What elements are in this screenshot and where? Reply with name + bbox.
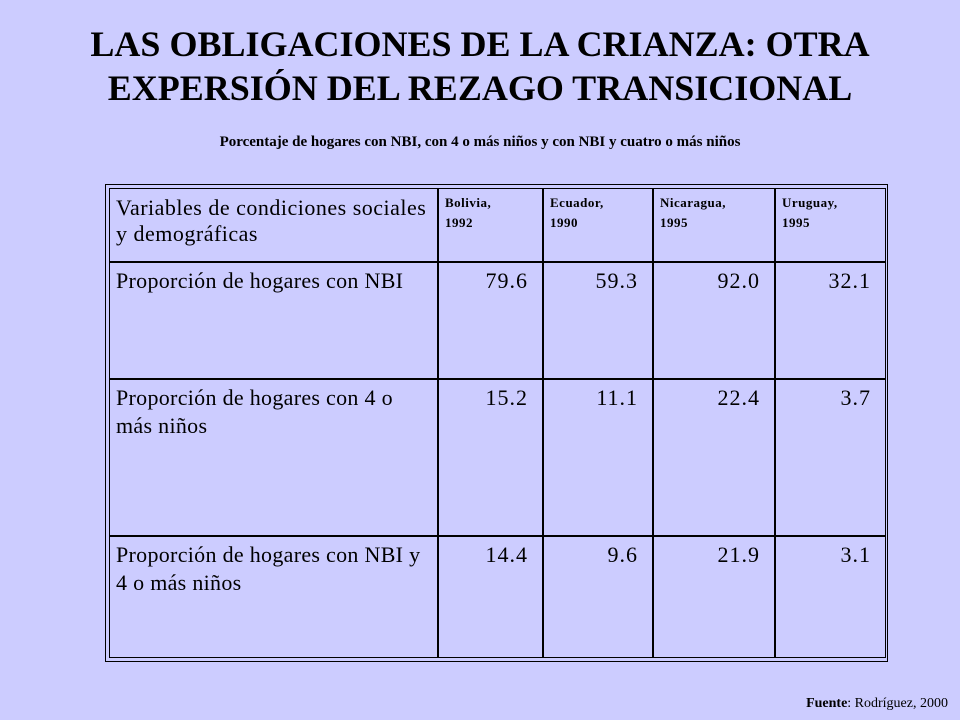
table-header-row: [109, 188, 886, 262]
cell-value: 32.1: [775, 262, 886, 379]
cell-value: 3.1: [775, 536, 886, 658]
cell-value: 22.4: [653, 379, 775, 536]
source-note: [806, 696, 948, 712]
cell-value: 9.6: [543, 536, 653, 658]
table-row: [109, 379, 886, 536]
table-row: [109, 536, 886, 658]
slide-title: LAS OBLIGACIONES DE LA CRIANZA: OTRA EXPERSIÓN DEL REZAGO TRANSICIONAL: [90, 24, 870, 108]
cell-value: 11.1: [543, 379, 653, 536]
header-country-bolivia: Bolivia, 1992: [438, 188, 543, 262]
data-table-frame: [105, 184, 888, 662]
header-country-nicaragua: Nicaragua, 1995: [653, 188, 775, 262]
cell-value: 15.2: [438, 379, 543, 536]
row-label: Proporción de hogares con NBI y 4 o más niños: [109, 536, 438, 658]
data-table: [109, 188, 886, 658]
cell-value: 3.7: [775, 379, 886, 536]
table-row: [109, 262, 886, 379]
cell-value: 14.4: [438, 536, 543, 658]
header-country-ecuador: Ecuador, 1990: [543, 188, 653, 262]
source-label: Fuente: [806, 696, 848, 711]
cell-value: 92.0: [653, 262, 775, 379]
header-country-uruguay: Uruguay, 1995: [775, 188, 886, 262]
cell-value: 59.3: [543, 262, 653, 379]
row-label: Proporción de hogares con 4 o más niños: [109, 379, 438, 536]
row-label: Proporción de hogares con NBI: [109, 262, 438, 379]
cell-value: 21.9: [653, 536, 775, 658]
slide-subtitle: Porcentaje de hogares con NBI, con 4 o más niños y con NBI y cuatro o más niños: [219, 134, 741, 150]
cell-value: 79.6: [438, 262, 543, 379]
header-variables: Variables de condiciones sociales y demográficas: [109, 188, 438, 262]
source-text: : Rodríguez, 2000: [847, 696, 948, 711]
